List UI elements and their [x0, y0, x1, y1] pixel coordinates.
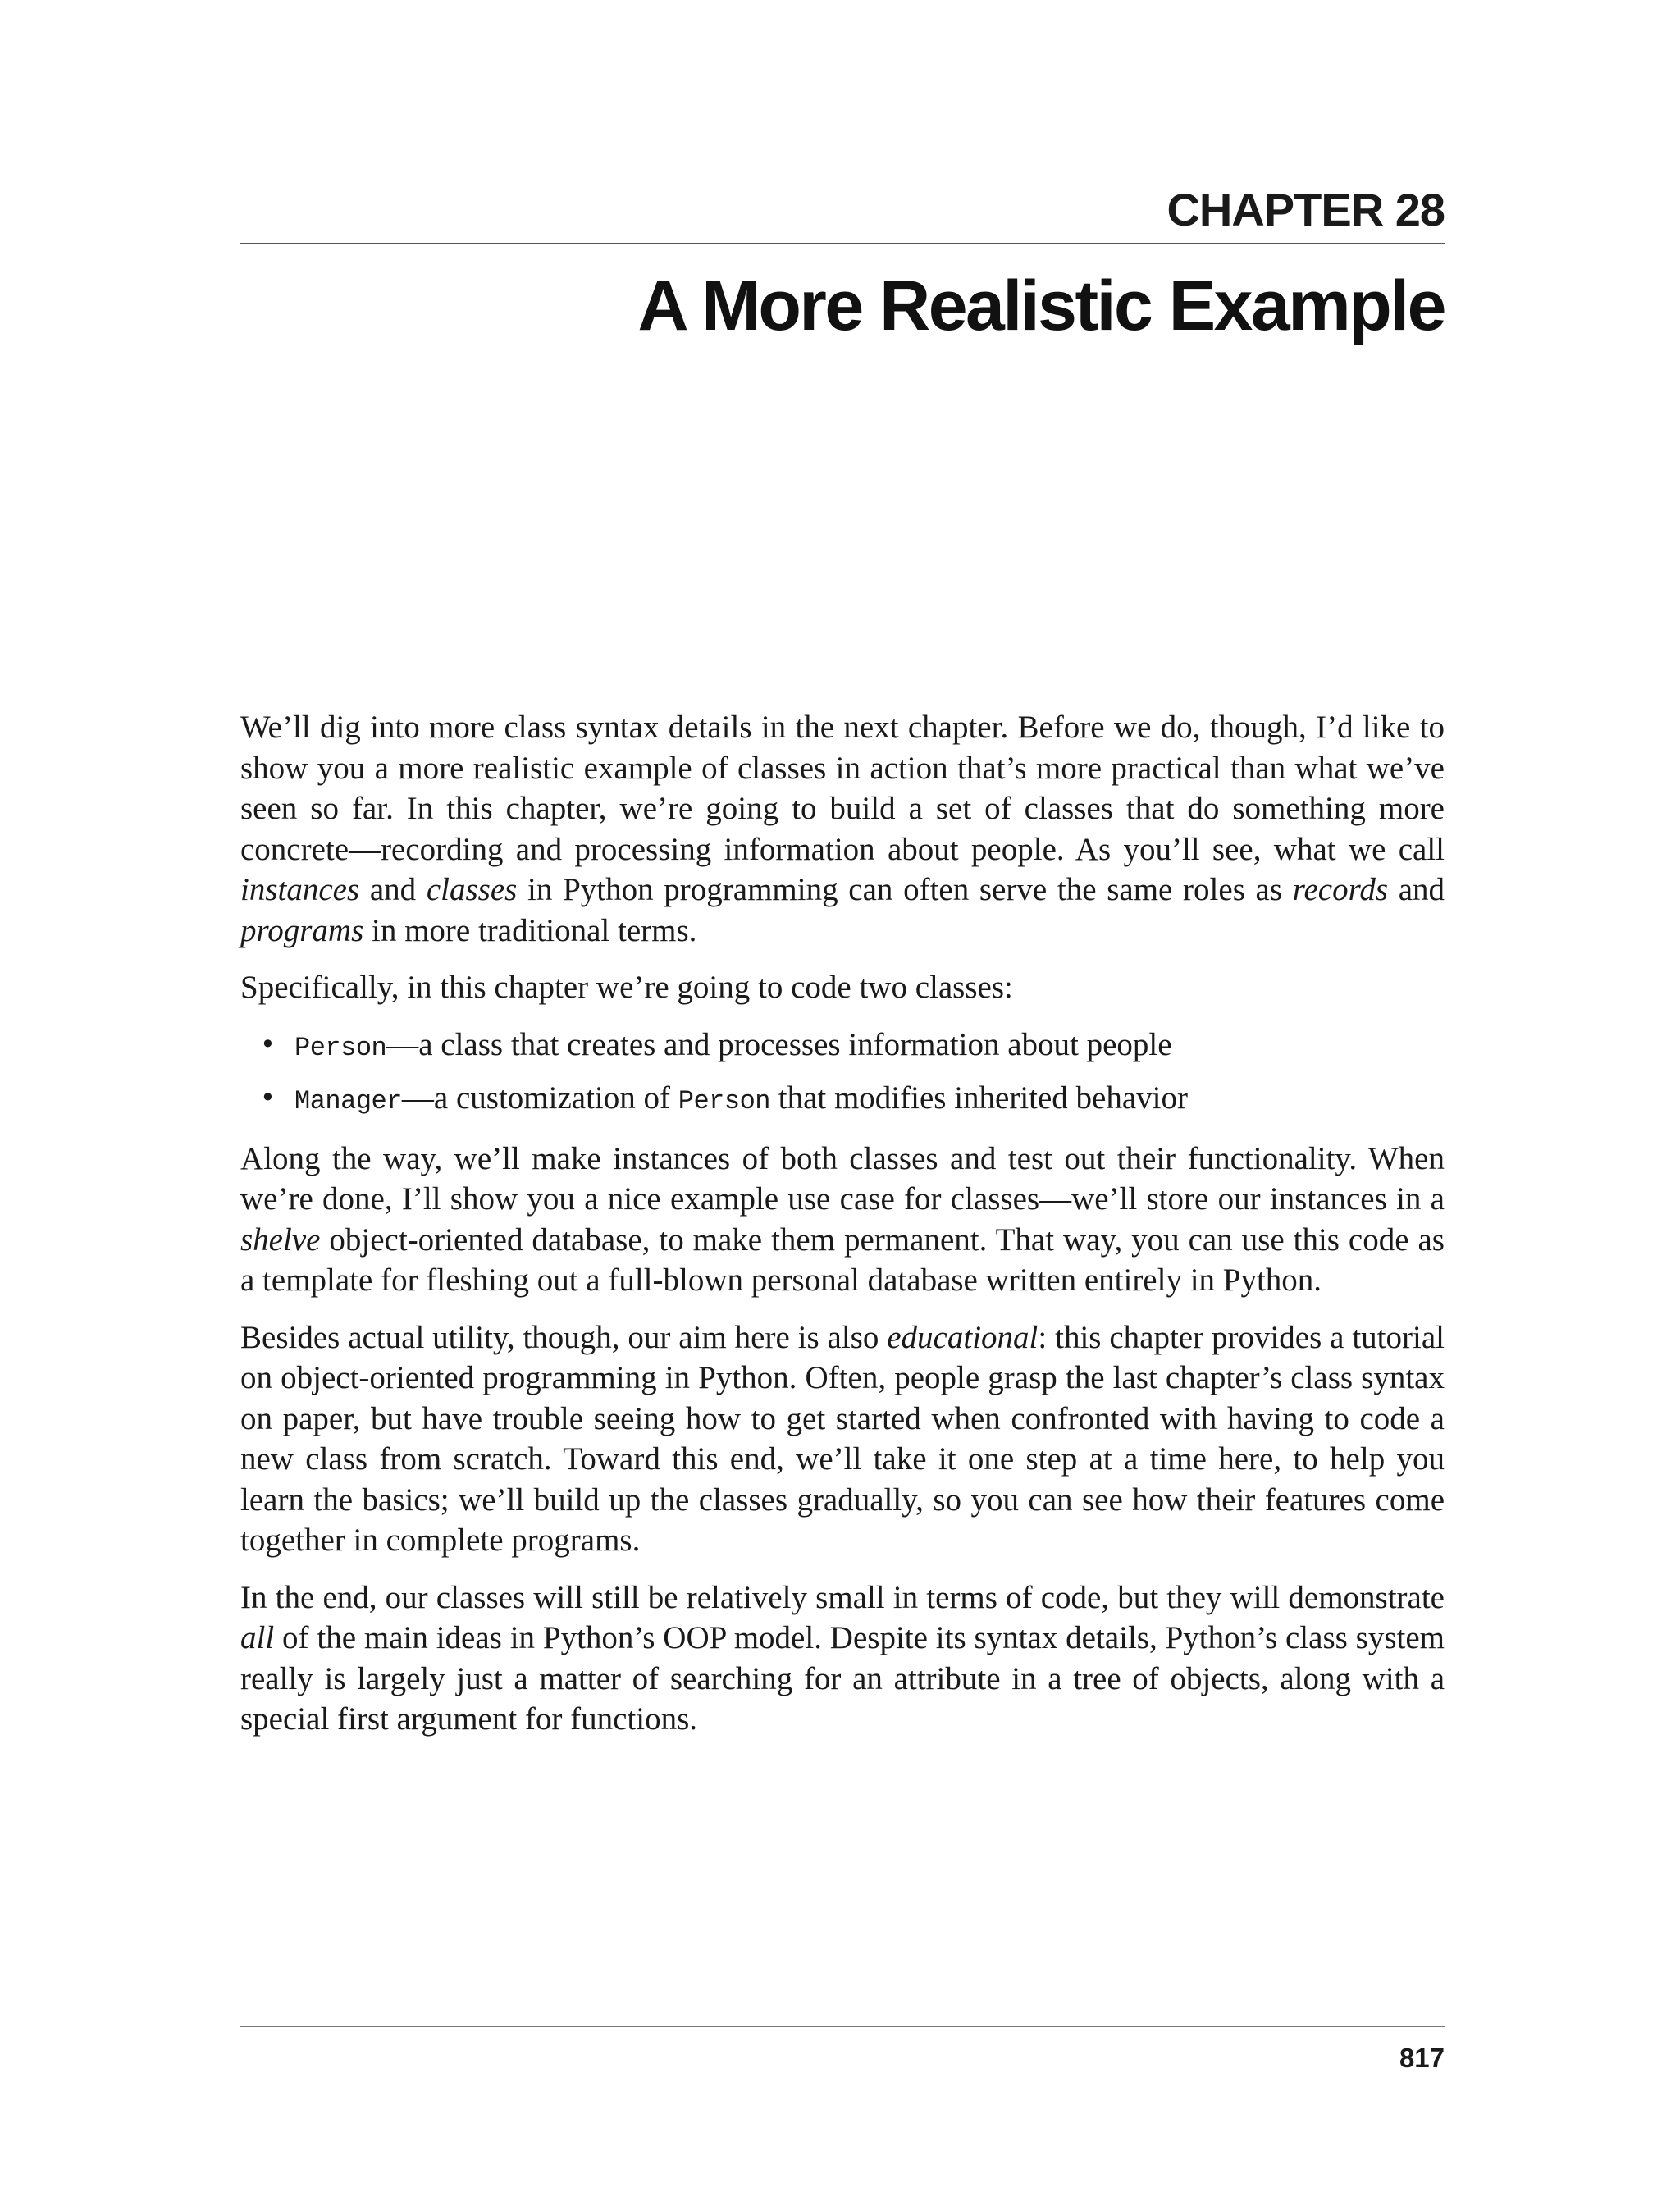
- code-manager: Manager: [294, 1086, 402, 1116]
- chapter-title: A More Realistic Example: [637, 267, 1445, 345]
- paragraph-besides: Besides actual utility, though, our aim here is also educational: this chapter provides a tutorial on object-oriented programming in Python. Often, people grasp the last chapter’s class syntax on paper, but have trouble seeing how to get started when confronted with having to code a new class from scratch. Toward this end, we’ll take it one step at a time here, to help you learn the basics; we’ll build up the classes gradually, so you can see how their features come together in complete programs.: [240, 1319, 1445, 1558]
- code-person-ref: Person: [678, 1086, 770, 1116]
- code-person: Person: [294, 1032, 387, 1063]
- page-number: 817: [1399, 2043, 1445, 2073]
- emphasis-shelve: shelve: [240, 1221, 321, 1258]
- list-item-manager: • Manager—a customization of Person that modifies inherited behavior: [260, 1078, 1445, 1122]
- emphasis-all: all: [240, 1620, 275, 1655]
- paragraph-along-the-way: Along the way, we’ll make instances of both classes and test out their functionality. When we’re done, I’ll show you a nice example use case for classes—we’ll store our instances in a shelve object-oriented database, to make them permanent. That way, you can use this code as a template for fleshing out a full-blown personal database written entirely in Python.: [240, 1140, 1445, 1298]
- emphasis-educational: educational: [887, 1319, 1039, 1355]
- footer-rule: [240, 2026, 1445, 2027]
- emphasis-classes: classes: [426, 872, 518, 907]
- paragraph-in-the-end: In the end, our classes will still be relatively small in terms of code, but they will demonstrate all of the main ideas in Python’s OOP model. Despite its syntax details, Python’s class system really is largely just a matter of searching for an attribute in a tree of objects, along with a special first argument for functions.: [240, 1579, 1445, 1737]
- emphasis-programs: programs: [240, 912, 364, 948]
- emphasis-records: records: [1292, 872, 1389, 907]
- chapter-number: CHAPTER 28: [1166, 184, 1445, 235]
- header-rule: [240, 243, 1445, 244]
- paragraph-specifically: Specifically, in this chapter we’re going to code two classes:: [240, 970, 1013, 1005]
- list-item-person: • Person—a class that creates and processes information about people: [260, 1025, 1445, 1069]
- paragraph-intro: We’ll dig into more class syntax details in the next chapter. Before we do, though, I’d like to show you a more realistic example of classes in action that’s more practical than what we’ve seen so far. In this chapter, we’re going to build a set of classes that do something more concrete—recording and processing information about people. As you’ll see, what we call instances and classes in Python programming can often serve the same roles as records and programs in more traditional terms.: [240, 710, 1445, 948]
- class-list: [240, 1025, 1445, 1122]
- emphasis-instances: instances: [240, 872, 360, 907]
- chapter-body: [240, 707, 1445, 1756]
